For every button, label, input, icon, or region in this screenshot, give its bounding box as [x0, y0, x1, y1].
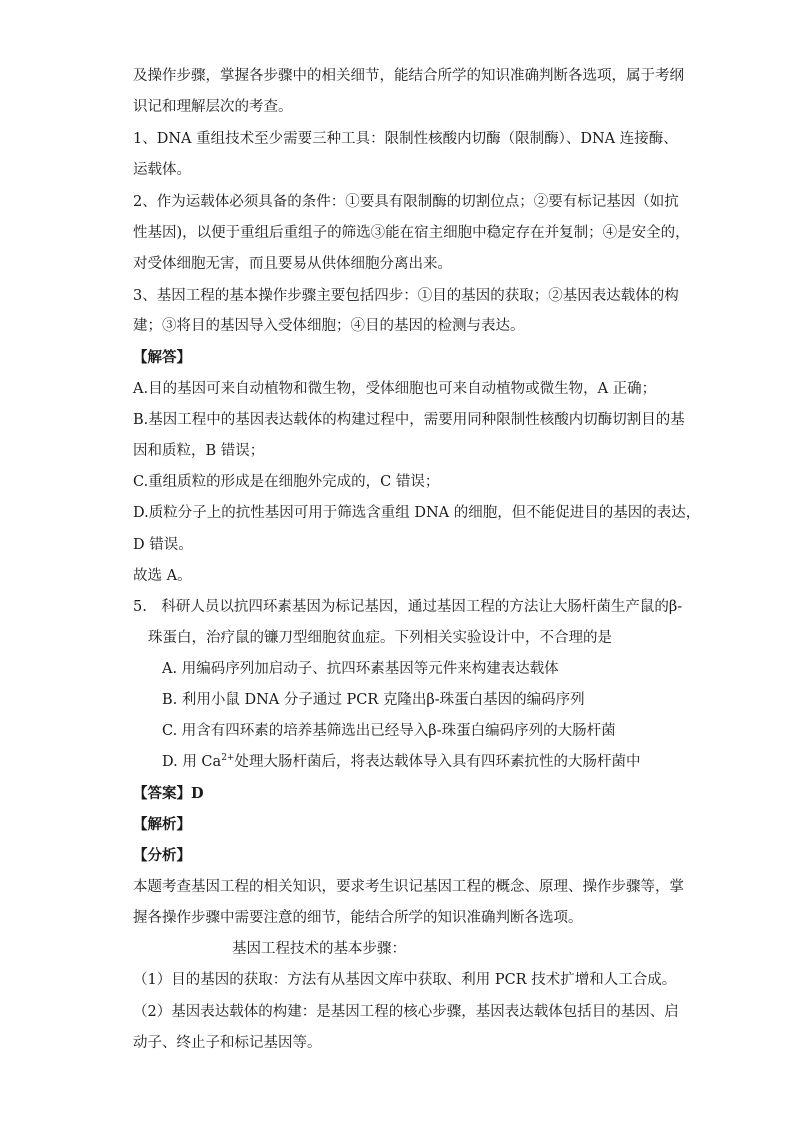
option-d-text: 处理大肠杆菌后，将表达载体导入具有四环素抗性的大肠杆菌中 — [234, 754, 641, 770]
text-line: 及操作步骤，掌握各步骤中的相关细节，能结合所学的知识准确判断各选项，属于考纲 — [133, 68, 684, 84]
section-heading-fenxi: 【分析】 — [133, 847, 191, 864]
text-line: D 错误。 — [133, 537, 193, 553]
text-line: 性基因)，以便于重组后重组子的筛选③能在宿主细胞中稳定存在并复制；④是安全的， — [133, 225, 690, 241]
option-d-superscript: 2+ — [221, 753, 235, 764]
text-line: 2、作为运载体必须具备的条件：①要具有限制酶的切割位点；②要有标记基因（如抗 — [133, 194, 679, 210]
option-c: C. 用含有四环素的培养基筛选出已经导入β-珠蛋白编码序列的大肠杆菌 — [162, 723, 616, 739]
text-line: 故选 A。 — [133, 568, 192, 584]
text-line: A.目的基因可来自动植物和微生物，受体细胞也可来自动植物或微生物，A 正确； — [133, 381, 657, 397]
option-a: A. 用编码序列加启动子、抗四环素基因等元件来构建表达载体 — [162, 661, 559, 677]
text-line: 识记和理解层次的考查。 — [133, 99, 293, 115]
text-line: 因和质粒，B 错误； — [133, 443, 265, 459]
text-line: B.基因工程中的基因表达载体的构建过程中，需要用同种限制性核酸内切酶切割目的基 — [133, 412, 685, 428]
text-line: 握各操作步骤中需要注意的细节，能结合所学的知识准确判断各选项。 — [133, 910, 583, 926]
answer-line: 【答案】D — [133, 785, 204, 802]
text-line: （2）基因表达载体的构建：是基因工程的核心步骤，基因表达载体包括目的基因、启 — [133, 1004, 679, 1020]
question-stem-line: 5. 科研人员以抗四环素基因为标记基因，通过基因工程的方法让大肠杆菌生产鼠的β- — [133, 599, 683, 615]
text-line: C.重组质粒的形成是在细胞外完成的，C 错误； — [133, 474, 440, 490]
text-line: 对受体细胞无害，而且要易从供体细胞分离出来。 — [133, 256, 452, 272]
option-d — [162, 752, 640, 772]
text-line: 建；③将目的基因导入受体细胞；④目的基因的检测与表达。 — [133, 318, 525, 334]
section-heading-solution: 【解答】 — [133, 349, 191, 366]
text-line: 运载体。 — [133, 162, 191, 178]
text-line: 本题考查基因工程的相关知识，要求考生识记基因工程的概念、原理、操作步骤等，掌 — [133, 879, 684, 895]
option-b: B. 利用小鼠 DNA 分子通过 PCR 克隆出β-珠蛋白基因的编码序列 — [162, 692, 585, 708]
text-line: （1）目的基因的获取：方法有从基因文库中获取、利用 PCR 技术扩增和人工合成。 — [133, 972, 677, 988]
text-line: 基因工程技术的基本步骤： — [232, 941, 406, 957]
text-line: D.质粒分子上的抗性基因可用于筛选含重组 DNA 的细胞，但不能促进目的基因的表达， — [133, 505, 701, 521]
text-line: 动子、终止子和标记基因等。 — [133, 1035, 322, 1051]
text-line: 1、DNA 重组技术至少需要三种工具：限制性核酸内切酶（限制酶）、DNA 连接酶、 — [133, 131, 678, 147]
question-stem-line: 珠蛋白，治疗鼠的镰刀型细胞贫血症。下列相关实验设计中，不合理的是 — [148, 630, 612, 646]
text-line: 3、基因工程的基本操作步骤主要包括四步：①目的基因的获取；②基因表达载体的构 — [133, 288, 679, 304]
option-d-text: D. 用 Ca — [162, 754, 222, 770]
section-heading-analysis: 【解析】 — [133, 816, 191, 833]
